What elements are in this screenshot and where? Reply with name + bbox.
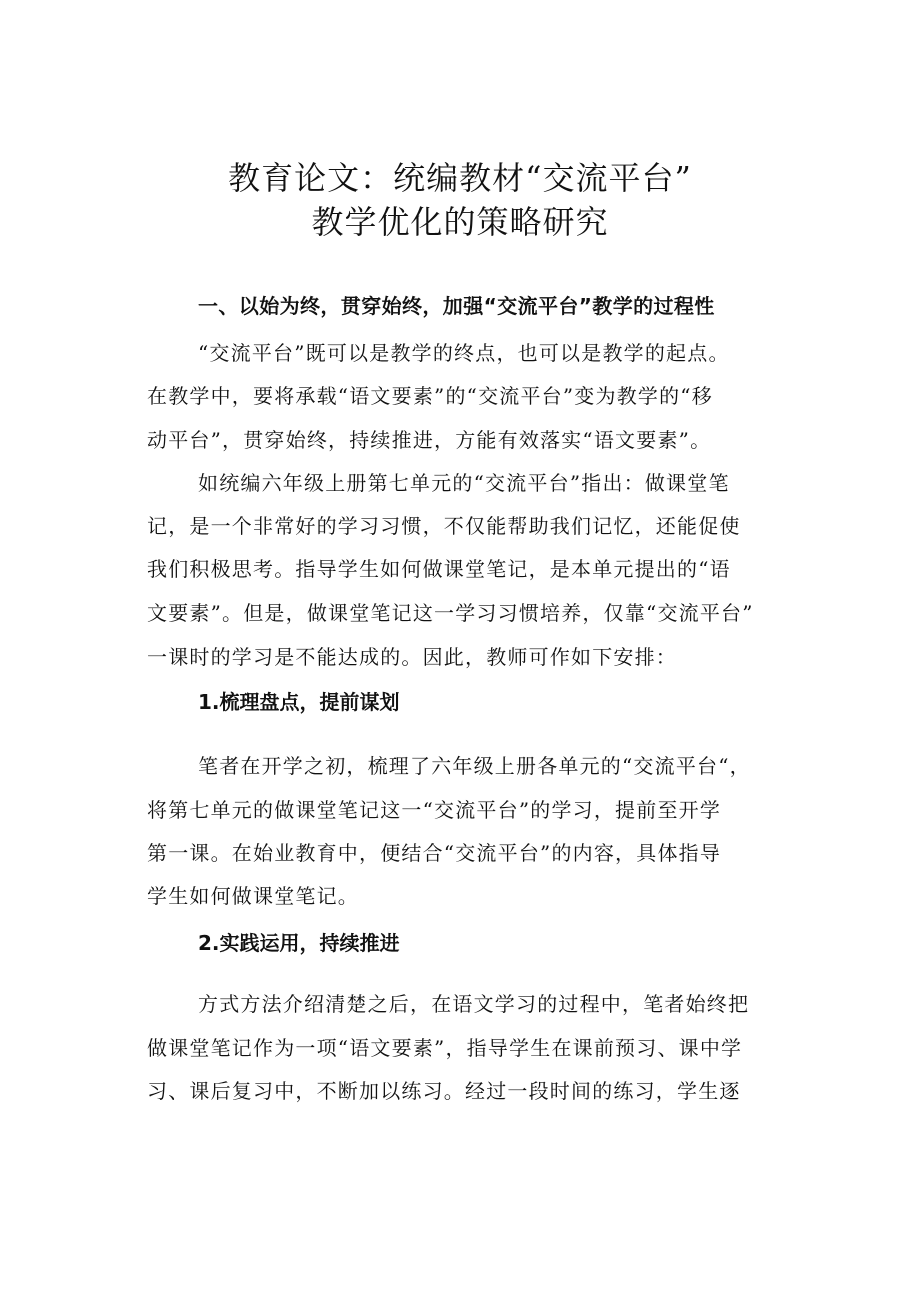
paragraph-line: 如统编六年级上册第七单元的“交流平台”指出：做课堂笔 <box>198 471 730 495</box>
paragraph-line: “交流平台”既可以是教学的终点，也可以是教学的起点。 <box>198 341 730 365</box>
paragraph-line: 记，是一个非常好的学习习惯，不仅能帮助我们记忆，还能促使 <box>147 514 741 538</box>
paragraph-line: 在教学中，要将承载“语文要素”的“交流平台”变为教学的“移 <box>147 384 713 408</box>
page-title-line-1: 教育论文：统编教材“交流平台” <box>228 159 692 197</box>
paragraph-line: 我们积极思考。指导学生如何做课堂笔记，是本单元提出的“语 <box>147 557 731 581</box>
paragraph-line: 笔者在开学之初，梳理了六年级上册各单元的“交流平台“， <box>198 754 751 778</box>
paragraph-line: 习、课后复习中，不断加以练习。经过一段时间的练习，学生逐 <box>147 1079 741 1103</box>
page-title-line-2: 教学优化的策略研究 <box>311 203 609 241</box>
paragraph-line: 将第七单元的做课堂笔记这一“交流平台”的学习，提前至开学 <box>147 798 722 822</box>
subsection-heading: 1.梳理盘点，提前谋划 <box>198 690 400 714</box>
section-heading: 一、以始为终，贯穿始终，加强“交流平台”教学的过程性 <box>198 294 715 318</box>
subsection-heading: 2.实践运用，持续推进 <box>198 931 400 955</box>
paragraph-line: 学生如何做课堂笔记。 <box>147 884 359 908</box>
paragraph-line: 方式方法介绍清楚之后，在语文学习的过程中，笔者始终把 <box>198 992 750 1016</box>
paragraph-line: 动平台”，贯穿始终，持续推进，方能有效落实“语文要素”。 <box>147 428 712 452</box>
paragraph-line: 第一课。在始业教育中，便结合“交流平台”的内容，具体指导 <box>147 841 722 865</box>
paragraph-line: 一课时的学习是不能达成的。因此，教师可作如下安排： <box>147 645 677 669</box>
paragraph-line: 做课堂笔记作为一项“语文要素”，指导学生在课前预习、课中学 <box>147 1036 743 1060</box>
paragraph-line: 文要素”。但是，做课堂笔记这一学习习惯培养，仅靠“交流平台” <box>147 601 754 625</box>
